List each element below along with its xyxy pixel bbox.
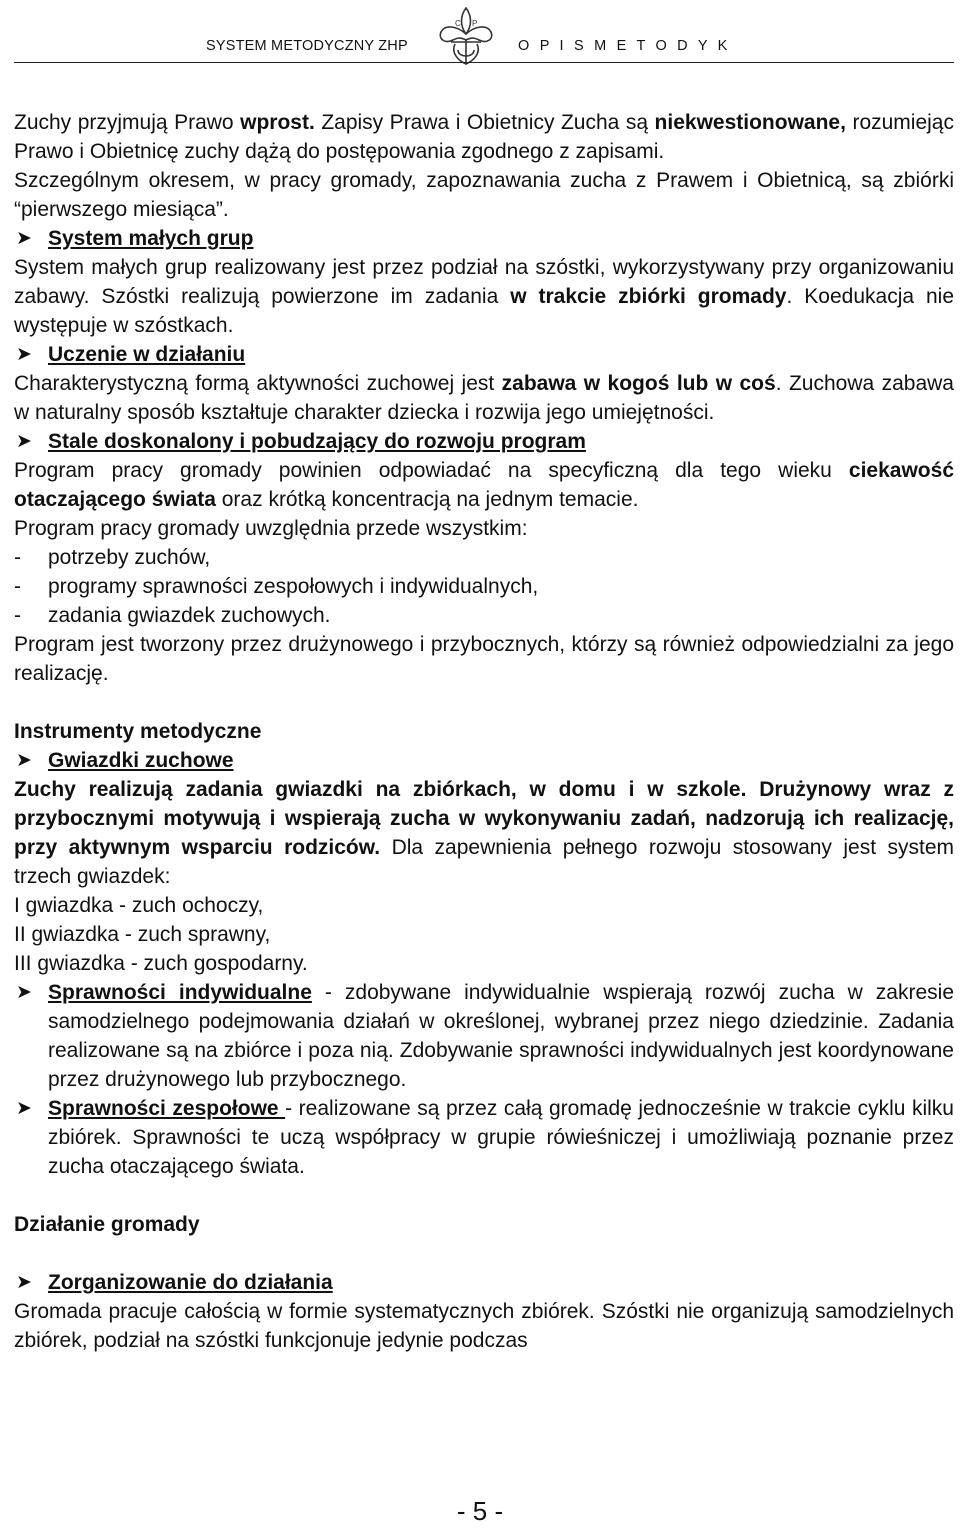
paragraph-prawo <box>14 108 954 166</box>
bold-text: Zuchy realizują zadania gwiazdki na zbiórkach, w domu i w szkole. Drużynowy wraz z przybocznymi motywują i wspierają zucha w wykonywaniu zadań, nadzorują ich realizację, przy aktywnym wsparciu rodziców. <box>14 778 954 859</box>
arrow-bullet-icon: ➤ <box>16 228 32 249</box>
list-item-text: potrzeby zuchów, <box>48 546 211 569</box>
gwiazdka-level: II gwiazdka - zuch sprawny, <box>14 923 271 946</box>
text: . Koedukacja nie występuje w szóstkach. <box>14 285 955 337</box>
list-item <box>14 572 954 601</box>
paragraph-program-2: Program pracy gromady uwzględnia przede wszystkim: <box>14 517 528 540</box>
section-sprawnosci-zespolowe <box>14 1094 954 1181</box>
spacer <box>14 688 954 717</box>
text: Dla zapewnienia pełnego rozwoju stosowany jest system trzech gwiazdek: <box>14 836 954 888</box>
section-program <box>14 427 954 456</box>
paragraph-gwiazdki <box>14 775 954 891</box>
text: Zuchy przyjmują Prawo <box>14 111 241 134</box>
svg-text:C: C <box>455 19 461 28</box>
section-title: Sprawności indywidualne <box>48 981 312 1004</box>
section-male-grupy <box>14 224 954 253</box>
gwiazdka-level: I gwiazdka - zuch ochoczy, <box>14 894 264 917</box>
section-title: Uczenie w działaniu <box>48 343 246 366</box>
bold-text: niekwestionowane, <box>654 111 846 134</box>
arrow-bullet-icon: ➤ <box>16 982 32 1003</box>
header-right-title: O P I S M E T O D Y K <box>518 38 731 54</box>
section-title: Gwiazdki zuchowe <box>48 749 234 772</box>
bold-text: zabawa w kogoś lub w coś <box>501 372 776 395</box>
spacer <box>14 1181 954 1210</box>
arrow-bullet-icon: ➤ <box>16 1098 32 1119</box>
bold-text: wprost. <box>240 111 315 134</box>
heading-dzialanie: Działanie gromady <box>14 1213 200 1236</box>
text: rozumiejąc Prawo i Obietnicę zuchy dążą do postępowania zgodnego z zapisami. <box>14 111 954 163</box>
header-rule <box>14 62 954 63</box>
page-number: - 5 - <box>456 1496 504 1526</box>
heading-instrumenty: Instrumenty metodyczne <box>14 720 262 743</box>
bold-text: w trakcie zbiórki gromady <box>510 285 787 308</box>
paragraph-okres: Szczególnym okresem, w pracy gromady, zapoznawania zucha z Prawem i Obietnicą, są zbiórki “pierwszego miesiąca”. <box>14 169 954 221</box>
gwiazdka-level: III gwiazdka - zuch gospodarny. <box>14 952 308 975</box>
section-gwiazdki <box>14 746 954 775</box>
dash-marker: - <box>14 546 21 569</box>
paragraph-zorganizowanie: Gromada pracuje całością w formie systematycznych zbiórek. Szóstki nie organizują samodzielnych zbiórek, podział na szóstki funkcjonuje jedynie podczas <box>14 1300 954 1352</box>
text: System małych grup realizowany jest przez podział na szóstki, wykorzystywany przy organizowaniu zabawy. Szóstki realizują powierzone im zadania <box>14 256 954 308</box>
dash-marker: - <box>14 575 21 598</box>
list-item <box>14 543 954 572</box>
paragraph-male-grupy <box>14 253 954 340</box>
page-header <box>0 0 960 72</box>
paragraph-program-3: Program jest tworzony przez drużynowego i przybocznych, którzy są również odpowiedzialni za jego realizację. <box>14 633 954 685</box>
section-zorganizowanie <box>14 1268 954 1297</box>
text: Zapisy Prawa i Obietnicy Zucha są <box>314 111 655 134</box>
spacer <box>14 1239 954 1268</box>
list-item-text: programy sprawności zespołowych i indywidualnych, <box>48 575 539 598</box>
page-content <box>14 108 954 1355</box>
arrow-bullet-icon: ➤ <box>16 750 32 771</box>
section-title: Zorganizowanie do działania <box>48 1271 333 1294</box>
section-title: Stale doskonalony i pobudzający do rozwoju program <box>48 430 586 453</box>
text: Charakterystyczną formą aktywności zuchowej jest <box>14 372 502 395</box>
arrow-bullet-icon: ➤ <box>16 1272 32 1293</box>
text: . Zuchowa zabawa w naturalny sposób kształtuje charakter dziecka i rozwija jego umiejętności. <box>14 372 954 424</box>
scout-lily-emblem-icon <box>433 4 499 68</box>
section-title: Sprawności zespołowe <box>48 1097 286 1120</box>
bold-text: ciekawość otaczającego świata <box>14 459 954 511</box>
header-left-title: SYSTEM METODYCZNY ZHP <box>206 38 408 54</box>
paragraph-program <box>14 456 954 514</box>
list-item-text: zadania gwiazdek zuchowych. <box>48 604 331 627</box>
dash-marker: - <box>14 604 21 627</box>
text: - zdobywane indywidualnie wspierają rozwój zucha w zakresie samodzielnego podejmowania działań w określonej, wybranej przez niego dziedzinie. Zadania realizowane są na zbiórce i poza nią. Zdobywanie sprawności indywidualnych jest koordynowane przez drużynowego lub przybocznego. <box>48 981 955 1091</box>
list-item <box>14 601 954 630</box>
arrow-bullet-icon: ➤ <box>16 431 32 452</box>
section-sprawnosci-indywidualne <box>14 978 954 1094</box>
text: Program pracy gromady powinien odpowiadać na specyficzną dla tego wieku <box>14 459 849 482</box>
arrow-bullet-icon: ➤ <box>16 344 32 365</box>
text: - realizowane są przez całą gromadę jednocześnie w trakcie cyklu kilku zbiórek. Sprawności te uczą współpracy w grupie rówieśniczej i umożliwiają poznanie przez zucha otaczającego świata. <box>48 1097 954 1178</box>
section-title: System małych grup <box>48 227 254 250</box>
paragraph-uczenie <box>14 369 954 427</box>
svg-text:P: P <box>472 19 478 28</box>
section-uczenie <box>14 340 954 369</box>
text: oraz krótką koncentracją na jednym temacie. <box>215 488 639 511</box>
